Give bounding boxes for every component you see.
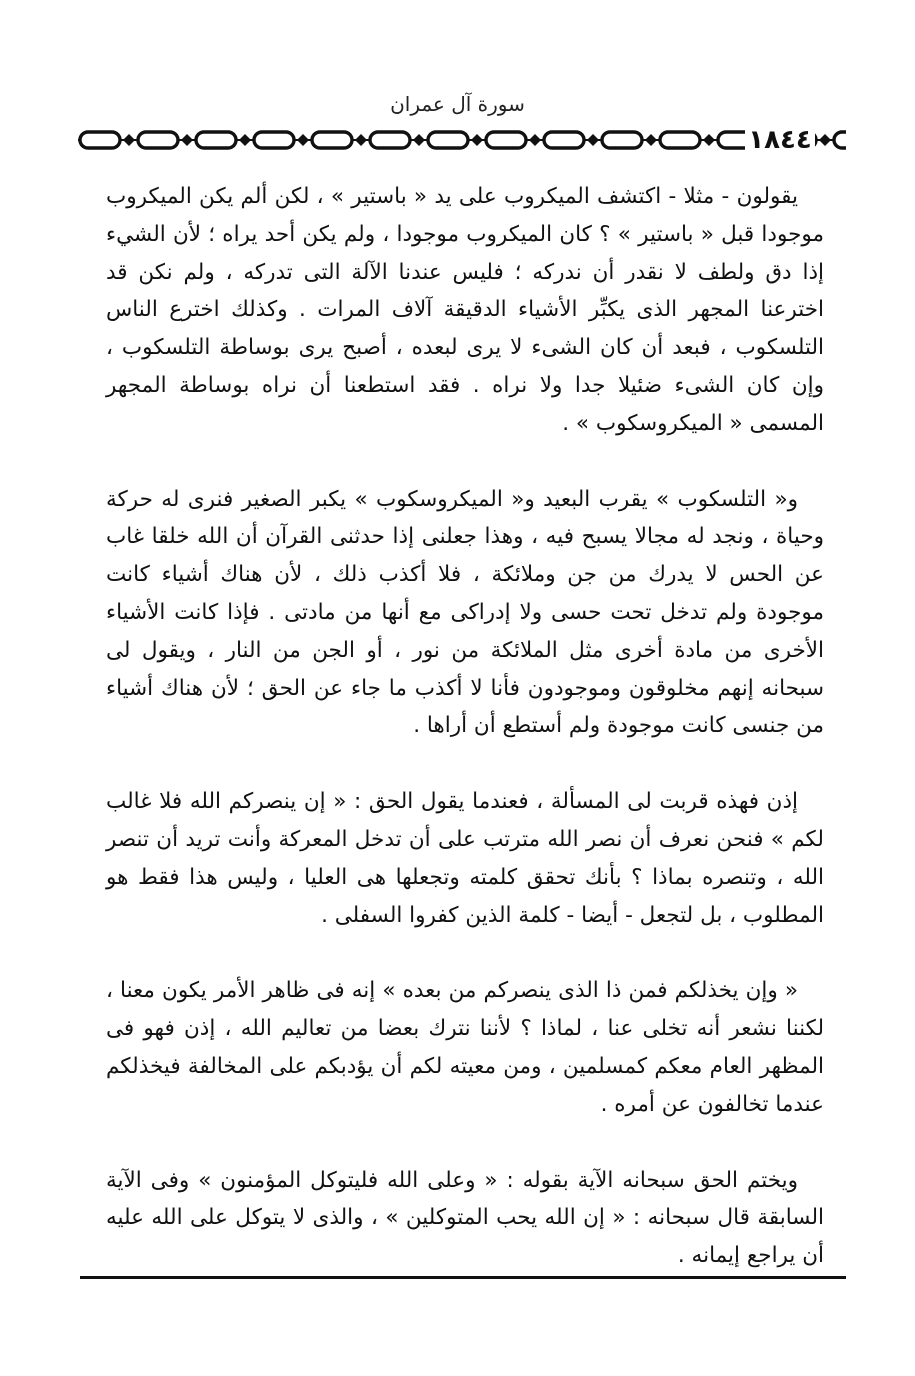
chain-diamond	[355, 134, 367, 146]
chain-link	[660, 132, 700, 148]
chain-link	[602, 132, 642, 148]
chain-link	[312, 132, 352, 148]
chain-link	[370, 132, 410, 148]
chain-link	[428, 132, 468, 148]
chain-link	[834, 132, 846, 148]
chain-diamond	[645, 134, 657, 146]
bottom-rule	[80, 1276, 846, 1279]
surah-title: سورة آل عمران	[390, 92, 525, 116]
paragraph-3: إذن فهذه قربت لى المسألة ، فعندما يقول الحق : « إن ينصركم الله فلا غالب لكم » فنحن نعرف أن نصر الله مترتب على أن تدخل المعركة وأنت تريد أن تنصر الله ، وتنصره بماذا ؟ بأنك تحقق كلمته وتجعلها هى العليا ، وليس هذا فقط هو المطلوب ، بل لتجعل - أيضا - كلمة الذين كفروا السفلى .	[106, 789, 824, 928]
chain-diamond	[471, 134, 483, 146]
ornamental-header-rule	[76, 122, 846, 158]
chain-diamond	[123, 134, 135, 146]
chain-diamond	[239, 134, 251, 146]
page-number: ١٨٤٤	[745, 124, 815, 156]
chain-link	[544, 132, 584, 148]
chain-diamond	[297, 134, 309, 146]
body-text	[106, 178, 824, 1313]
chain-diamond	[181, 134, 193, 146]
paragraph-1: يقولون - مثلا - اكتشف الميكروب على يد « باستير » ، لكن ألم يكن الميكروب موجودا قبل « باستير » ؟ كان الميكروب موجودا ، ولم يكن أحد يراه ؛ لأن الشيء إذا دق ولطف لا نقدر أن ندركه ؛ فليس عندنا الآلة التى تدركه ، ولم نكن قد اخترعنا المجهر الذى يكبِّر الأشياء الدقيقة آلاف المرات . وكذلك اخترع الناس التلسكوب ، فبعد أن كان الشىء لا يرى لبعده ، أصبح يرى بوساطة التلسكوب ، وإن كان الشىء ضئيلا جدا ولا نراه . فقد استطعنا أن نراه بوساطة المجهر المسمى « الميكروسكوب » .	[106, 184, 824, 436]
chain-diamond	[413, 134, 425, 146]
chain-link	[254, 132, 294, 148]
chain-link	[80, 132, 120, 148]
chain-diamond	[587, 134, 599, 146]
chain-diamond	[819, 134, 831, 146]
chain-link	[196, 132, 236, 148]
paragraph-4: « وإن يخذلكم فمن ذا الذى ينصركم من بعده » إنه فى ظاهر الأمر يكون معنا ، لكننا نشعر أنه تخلى عنا ، لماذا ؟ لأننا نترك بعضا من تعاليم الله ، إذن فهو فى المظهر العام معكم كمسلمين ، ومن معيته لكم أن يؤدبكم على المخالفة فيخذلكم عندما تخالفون عن أمره .	[106, 978, 824, 1117]
paragraph-2: و« التلسكوب » يقرب البعيد و« الميكروسكوب » يكبر الصغير فنرى له حركة وحياة ، ونجد له مجالا يسبح فيه ، وهذا جعلنى إذا حدثنى القرآن أن الله خلقا غاب عن الحس لا يدرك من جن وملائكة ، فلا أكذب ذلك ، لأن هناك أشياء كانت موجودة ولم تدخل تحت حسى ولا إدراكى مع أنها من مادتى . فإذا كانت الأشياء الأخرى من مادة أخرى مثل الملائكة من نور ، أو الجن من النار ، ويقول لى سبحانه إنهم مخلوقون وموجودون فأنا لا أكذب ما جاء عن الحق ؛ لأن هناك أشياء من جنسى كانت موجودة ولم أستطع أن أراها .	[106, 486, 824, 739]
chain-diamond	[529, 134, 541, 146]
chain-diamond	[703, 134, 715, 146]
paragraph-5: ويختم الحق سبحانه الآية بقوله : « وعلى الله فليتوكل المؤمنون » وفى الآية السابقة قال سبحانه : « إن الله يحب المتوكلين » ، والذى لا يتوكل على الله عليه أن يراجع إيمانه .	[106, 1167, 824, 1269]
chain-link	[486, 132, 526, 148]
chain-link	[138, 132, 178, 148]
